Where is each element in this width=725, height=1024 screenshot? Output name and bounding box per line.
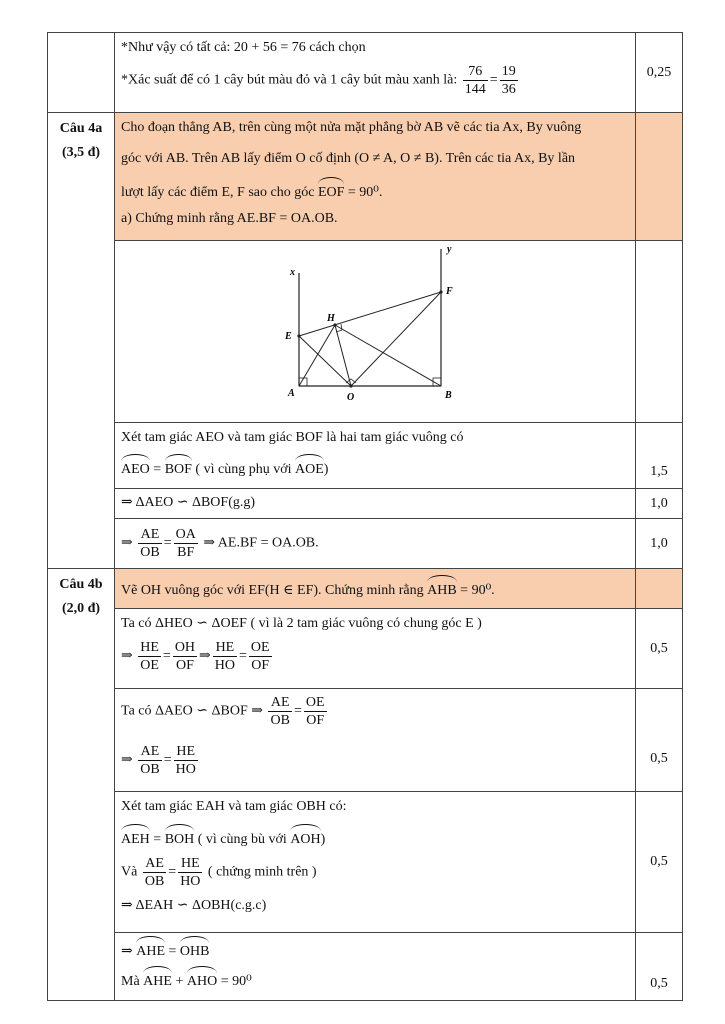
but-text: Mà [121, 974, 140, 989]
fraction-he-ho [213, 639, 237, 674]
score-cell: 0,25 [636, 33, 683, 113]
and-text: Và [121, 864, 138, 880]
denominator: OB [270, 713, 290, 728]
step1-line2 [121, 456, 629, 480]
step2-line: ⇒ ΔAEO ∽ ΔBOF(g.g) [121, 495, 256, 510]
numerator: AE [138, 526, 161, 544]
q4b-step2-line1: Ta có ΔAEO ∽ ΔBOF ⇒ $\frac{AE}{OB}$ = $\frac{OE}{OF}$ [121, 695, 325, 728]
row-q4a-step1 [48, 423, 683, 489]
numerator: 19 [501, 64, 516, 79]
denominator: OB [140, 545, 160, 560]
angle-eof: EOF [318, 179, 344, 203]
angle-aeh: AEH [121, 826, 150, 850]
numerator: 76 [463, 63, 488, 81]
q4b-points: (2,0 đ) [61, 601, 101, 616]
fraction-ae-ob [138, 526, 161, 561]
q4b-step3-line1: Xét tam giác EAH và tam giác OBH có: [121, 799, 347, 814]
q4b-step1-line1: Ta có ΔHEO ∽ ΔOEF ( vì là 2 tam giác vuông có chung góc E ) [121, 616, 482, 631]
q4a-problem-cell [115, 113, 636, 241]
label-x: x [290, 267, 295, 278]
row-q4b-step3 [48, 792, 683, 933]
answer-sheet [47, 32, 672, 1001]
angle-ahe: AHE [143, 968, 172, 992]
problem-text: Vẽ OH vuông góc với EF(H ∈ EF). Chứng minh rằng [121, 582, 424, 598]
q4b-step4-cell [115, 933, 636, 1001]
q4b-step3-line4: ⇒ ΔEAH ∽ ΔOBH(c.g.c) [121, 898, 267, 913]
denominator: OF [306, 713, 325, 728]
numerator: AE [143, 855, 166, 873]
q4b-step3-cell [115, 792, 636, 933]
fraction-ae-ob [268, 694, 291, 729]
fraction-oa-bf [174, 526, 198, 561]
row-q4a-step3 [48, 519, 683, 569]
problem-line-3 [121, 179, 629, 203]
fraction-oh-of [173, 639, 197, 674]
row-q4b-step1 [48, 609, 683, 689]
row-q4b-problem [48, 569, 683, 609]
denominator: HO [175, 762, 196, 777]
reason-text: ( vì cùng phụ với [195, 462, 292, 477]
reason-text: ( vì cùng bù với [197, 832, 287, 847]
geometry-figure [115, 241, 623, 417]
score-cell: 0,5 [636, 609, 683, 689]
problem-line-4: a) Chứng minh rằng AE.BF = OA.OB. [121, 211, 338, 226]
probability-text: *Xác suất để có 1 cây bút màu đỏ và 1 cây bút màu xanh là: [121, 72, 458, 88]
score-cell-empty [636, 569, 683, 609]
step3-cell [115, 519, 636, 569]
row-probability [48, 33, 683, 113]
q4b-step4-line2 [121, 968, 629, 992]
plus: + [175, 974, 184, 989]
step1-cell [115, 423, 636, 489]
numerator: OE [305, 695, 325, 710]
numerator: AE [268, 694, 291, 712]
fraction-ae-ob [143, 855, 166, 890]
q4b-label-cell [48, 569, 115, 1001]
label-O: O [347, 392, 355, 403]
angle-aeo: AEO [121, 456, 150, 480]
q4b-step1-line2: ⇒ $\frac{HE}{OE}$ = $\frac{OH}{OF}$ ⇒ $\frac{HE}{HO}$ = $\frac{OE}{OF}$ [121, 640, 270, 673]
angle-value: = 90⁰. [344, 185, 383, 200]
q4b-step2-line2: ⇒ $\frac{AE}{OB}$ = $\frac{HE}{HO}$ [121, 744, 196, 777]
q4b-step2-cell [115, 689, 636, 792]
denominator: HO [180, 874, 201, 889]
step2-cell [115, 489, 636, 519]
angle-aho: AHO [187, 968, 217, 992]
score-cell-empty [636, 241, 683, 423]
label-A: A [288, 388, 295, 399]
angle-value: = 90⁰. [456, 582, 495, 598]
row-q4a-step2 [48, 489, 683, 519]
angle-aoe: AOE [295, 456, 324, 480]
q4b-problem-cell [115, 569, 636, 609]
numerator: HE [213, 639, 237, 657]
label-y: y [447, 244, 452, 255]
row-q4b-step2 [48, 689, 683, 792]
angle-boh: BOH [165, 826, 195, 850]
denominator: OB [140, 762, 160, 777]
score-cell: 1,0 [636, 489, 683, 519]
q4b-step4-line1: ⇒ AHE = OHB [121, 938, 629, 962]
label-H: H [327, 313, 335, 324]
denominator: OF [251, 658, 270, 673]
close-paren: ) [320, 832, 326, 847]
label-F: F [446, 286, 453, 297]
denominator: 36 [501, 82, 516, 97]
angle-aoh: AOH [290, 826, 320, 850]
fraction-19-36 [500, 63, 518, 98]
probability-line: *Xác suất để có 1 cây bút màu đỏ và 1 cây bút màu xanh là: $\frac{76}{144}$ = $\frac{19}{36}$ [121, 64, 516, 97]
score-cell: 0,5 [636, 933, 683, 1001]
denominator: OE [140, 658, 159, 673]
q4b-step3-line2: AEH = BOH ( vì cùng bù với AOH) [121, 826, 629, 850]
numerator: OE [250, 640, 270, 655]
label-B: B [445, 390, 452, 401]
label-E: E [285, 331, 292, 342]
score-cell: 1,0 [636, 519, 683, 569]
row-figure [48, 241, 683, 423]
fraction-he-oe [138, 639, 161, 674]
q4a-points: (3,5 đ) [61, 145, 101, 160]
total-ways-line: *Như vậy có tất cả: 20 + 56 = 76 cách chọn [121, 40, 366, 55]
fraction-oe-of [304, 694, 327, 729]
step3-line: ⇒ $\frac{AE}{OB}$ = $\frac{OA}{BF}$ ⇒ AE.BF = OA.OB. [121, 527, 319, 560]
row-q4b-step4 [48, 933, 683, 1001]
note-text: ( chứng minh trên ) [207, 864, 317, 880]
score-cell: 0,5 [636, 792, 683, 933]
numerator: OH [174, 640, 196, 655]
grading-table [47, 32, 683, 1001]
conclusion-text: ⇒ AE.BF = OA.OB. [203, 535, 319, 551]
denominator: OF [175, 658, 194, 673]
step-text: Ta có ΔAEO ∽ ΔBOF ⇒ [121, 703, 263, 719]
q4a-label-cell [48, 113, 115, 569]
denominator: 144 [464, 82, 486, 97]
numerator: OA [175, 527, 196, 542]
problem-line-2: góc với AB. Trên AB lấy điểm O cố định (O ≠ A, O ≠ B). Trên các tia Ax, By lần [121, 151, 576, 166]
angle-bof: BOF [165, 456, 192, 480]
empty-label-cell [48, 33, 115, 113]
angle-ahb: AHB [427, 577, 457, 601]
problem-line-1: Cho đoạn thẳng AB, trên cùng một nửa mặt phẳng bờ AB vẽ các tia Ax, By vuông [121, 120, 582, 135]
numerator: HE [140, 640, 159, 655]
fraction-he-ho [178, 855, 202, 890]
numerator: AE [138, 743, 161, 761]
score-cell-empty [636, 113, 683, 241]
equals: = [153, 462, 162, 477]
numerator: HE [174, 743, 198, 761]
fraction-ae-ob [138, 743, 161, 778]
angle-ohb: OHB [180, 938, 210, 962]
q4b-step1-cell [115, 609, 636, 689]
angle-value: = 90⁰ [217, 974, 252, 989]
fraction-he-ho [174, 743, 198, 778]
fraction-oe-of [249, 639, 272, 674]
angle-ahe: AHE [136, 938, 165, 962]
q4b-label: Câu 4b [59, 577, 103, 592]
numerator: HE [178, 855, 202, 873]
close-paren: ) [323, 462, 329, 477]
score-cell: 1,5 [636, 423, 683, 489]
fraction-76-144 [463, 63, 488, 98]
score-cell: 0,5 [636, 689, 683, 792]
step1-line1: Xét tam giác AEO và tam giác BOF là hai tam giác vuông có [121, 430, 464, 445]
problem-line-3-text: lượt lấy các điểm E, F sao cho góc [121, 185, 315, 200]
q4b-problem-line [121, 577, 629, 601]
q4b-step3-line3: Và $\frac{AE}{OB}$ = $\frac{HE}{HO}$ ( chứng minh trên ) [121, 856, 317, 889]
row-q4a-problem [48, 113, 683, 241]
denominator: OB [144, 874, 165, 889]
denominator: BF [177, 545, 195, 560]
denominator: HO [214, 658, 236, 673]
content-cell [115, 33, 636, 113]
q4a-label: Câu 4a [59, 121, 103, 136]
figure-cell [115, 241, 636, 423]
